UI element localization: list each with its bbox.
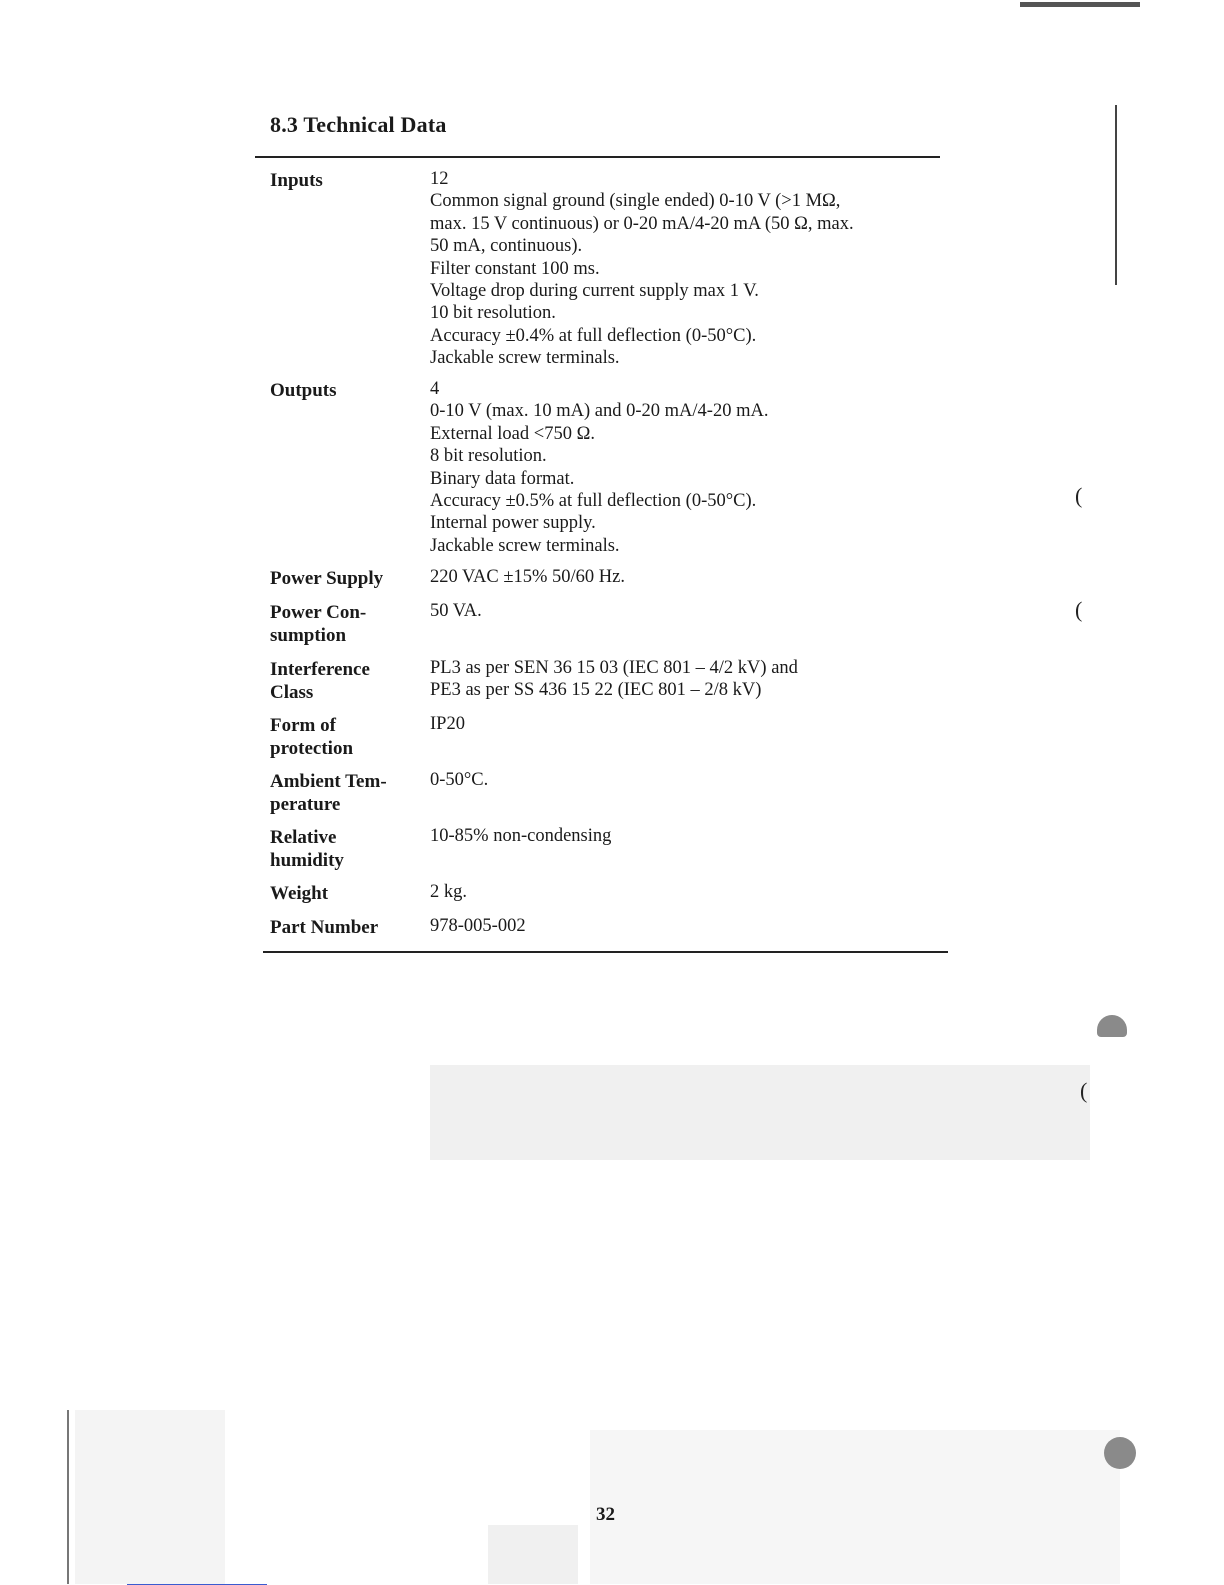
- spec-label-line: Ambient Tem-: [270, 771, 387, 792]
- spec-label-line: Outputs: [270, 380, 337, 401]
- spec-value-line: Internal power supply.: [430, 513, 596, 534]
- page-number: 32: [596, 1504, 615, 1525]
- spec-label: [270, 600, 430, 647]
- spec-row: [270, 378, 930, 557]
- spec-value-line: Jackable screw terminals.: [430, 348, 620, 369]
- spec-value-line: Binary data format.: [430, 468, 575, 489]
- spec-label: [270, 915, 430, 939]
- spec-label-line: Power Con-: [270, 602, 367, 623]
- spec-value: [430, 825, 930, 872]
- spec-value: [430, 881, 930, 905]
- spec-value: [430, 600, 930, 647]
- spec-value-line: Common signal ground (single ended) 0-10 V (>1 MΩ,: [430, 191, 841, 212]
- spec-label-line: sumption: [270, 625, 347, 646]
- spec-value-line: 220 VAC ±15% 50/60 Hz.: [430, 567, 625, 587]
- spec-value-line: External load <750 Ω.: [430, 423, 595, 444]
- spec-value: [430, 769, 930, 816]
- scan-artifact-shadow: [590, 1430, 1120, 1584]
- spec-row: [270, 600, 930, 647]
- spec-label-line: Relative: [270, 827, 337, 848]
- scan-artifact-shadow: [75, 1410, 225, 1584]
- spec-label-line: Interference: [270, 659, 370, 680]
- spec-value: [430, 657, 930, 704]
- punch-hole-mark: [1104, 1437, 1136, 1469]
- spec-value-line: 0-10 V (max. 10 mA) and 0-20 mA/4-20 mA.: [430, 401, 769, 422]
- spec-row: [270, 657, 930, 704]
- spec-row: [270, 825, 930, 872]
- spec-value-line: 50 mA, continuous).: [430, 236, 583, 257]
- spec-row: [270, 713, 930, 760]
- spec-value: [430, 168, 930, 370]
- scan-artifact-glyph: (: [1075, 483, 1083, 508]
- spec-label: [270, 378, 430, 557]
- spec-label: [270, 769, 430, 816]
- spec-value: [430, 713, 930, 760]
- spec-value-line: 978-005-002: [430, 916, 526, 936]
- spec-label-line: protection: [270, 738, 354, 759]
- scan-artifact-edge-line: [1115, 105, 1117, 285]
- spec-value-line: Jackable screw terminals.: [430, 535, 620, 556]
- spec-value-line: PL3 as per SEN 36 15 03 (IEC 801 – 4/2 kV) and: [430, 658, 798, 678]
- spec-value-line: 10 bit resolution.: [430, 303, 556, 324]
- punch-hole-mark: [1097, 1015, 1127, 1037]
- scan-artifact-bleed-through: [430, 1065, 1090, 1160]
- spec-label-line: Class: [270, 682, 314, 703]
- spec-value-line: Voltage drop during current supply max 1 V.: [430, 281, 759, 302]
- spec-label-line: Power Supply: [270, 568, 384, 589]
- spec-value-line: 50 VA.: [430, 601, 482, 621]
- scan-artifact-shadow: [488, 1525, 578, 1584]
- scan-artifact-glyph: (: [1075, 597, 1083, 622]
- spec-value: [430, 915, 930, 939]
- spec-label: [270, 713, 430, 760]
- section-title: 8.3 Technical Data: [270, 112, 447, 137]
- spec-value-line: 0-50°C.: [430, 770, 489, 790]
- spec-value-line: Accuracy ±0.4% at full deflection (0-50°C).: [430, 325, 757, 346]
- spec-row: [270, 168, 930, 370]
- spec-label: [270, 657, 430, 704]
- scan-artifact-glyph: (: [1080, 1078, 1088, 1103]
- spec-value: [430, 378, 930, 557]
- spec-value-line: 8 bit resolution.: [430, 446, 547, 467]
- spec-row: [270, 881, 930, 905]
- spec-label-line: humidity: [270, 850, 344, 871]
- top-rule: [255, 156, 940, 158]
- spec-label-line: Part Number: [270, 917, 379, 938]
- spec-label: [270, 168, 430, 370]
- spec-value-line: 10-85% non-condensing: [430, 826, 612, 846]
- scan-artifact-binding-line: [67, 1410, 69, 1584]
- spec-value-line: 2 kg.: [430, 882, 467, 902]
- spec-value-line: 12: [430, 169, 449, 189]
- spec-value-line: max. 15 V continuous) or 0-20 mA/4-20 mA (50 Ω, max.: [430, 213, 854, 234]
- spec-value: [430, 566, 930, 590]
- spec-label: [270, 566, 430, 590]
- spec-value-line: 4: [430, 379, 440, 399]
- spec-label-line: Inputs: [270, 170, 323, 191]
- spec-value-line: PE3 as per SS 436 15 22 (IEC 801 – 2/8 kV): [430, 680, 762, 701]
- spec-row: [270, 769, 930, 816]
- spec-label: [270, 825, 430, 872]
- spec-value-line: Filter constant 100 ms.: [430, 258, 600, 279]
- scan-artifact-bar: [1020, 2, 1140, 7]
- spec-row: [270, 915, 930, 939]
- bottom-rule: [263, 951, 948, 953]
- spec-row: [270, 566, 930, 590]
- spec-label-line: Weight: [270, 883, 329, 904]
- spec-value-line: Accuracy ±0.5% at full deflection (0-50°C).: [430, 491, 757, 512]
- spec-label-line: perature: [270, 794, 341, 815]
- spec-label: [270, 881, 430, 905]
- spec-label-line: Form of: [270, 715, 336, 736]
- spec-value-line: IP20: [430, 714, 465, 734]
